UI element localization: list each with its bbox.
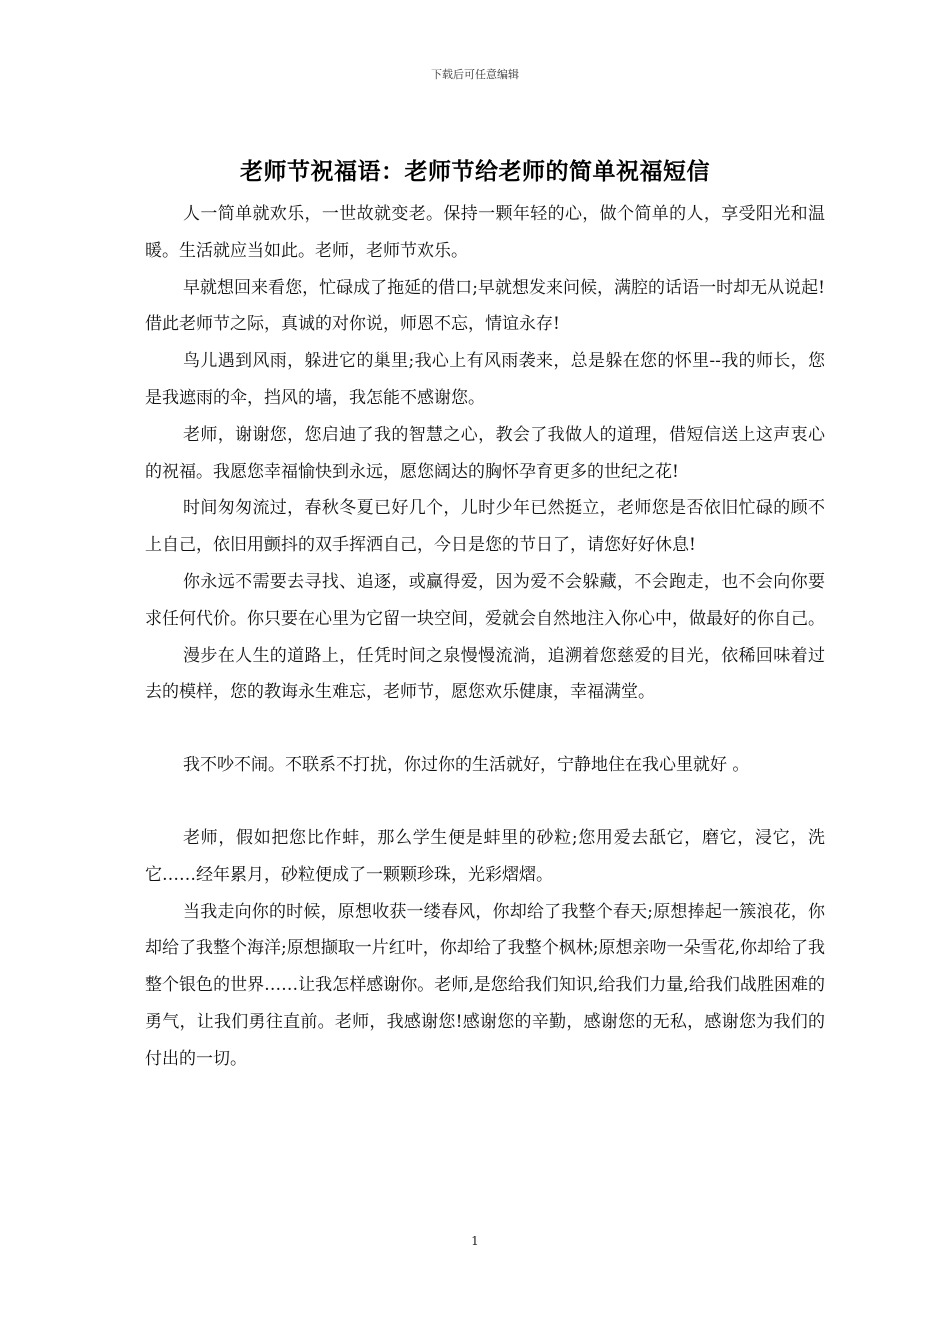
page-header: 下载后可任意编辑 — [431, 68, 519, 81]
paragraph: 老师，假如把您比作蚌，那么学生便是蚌里的砂粒;您用爱去舐它，磨它，浸它，洗它……经年累月，砂粒便成了一颗颗珍珠，光彩熠熠。 — [145, 827, 825, 885]
paragraph: 人一简单就欢乐，一世故就变老。保持一颗年轻的心，做个简单的人，享受阳光和温暖。生活就应当如此。老师，老师节欢乐。 — [145, 204, 825, 261]
paragraph: 漫步在人生的道路上，任凭时间之泉慢慢流淌，追溯着您慈爱的目光，依稀回味着过去的模样，您的教诲永生难忘，老师节，愿您欢乐健康，幸福满堂。 — [145, 645, 825, 703]
paragraph: 早就想回来看您，忙碌成了拖延的借口;早就想发来问候，满腔的话语一时却无从说起!借此老师节之际，真诚的对你说，师恩不忘，情谊永存! — [145, 277, 825, 335]
paragraph: 当我走向你的时候，原想收获一缕春风，你却给了我整个春天;原想捧起一簇浪花，你却给了我整个海洋;原想撷取一片红叶，你却给了我整个枫林;原想亲吻一朵雪花,你却给了我整个银色的世界……让我怎样感谢你。老师,是您给我们知识,给我们力量,给我们战胜困难的勇气，让我们勇往直前。老师，我感谢您!感谢您的辛勤，感谢您的无私，感谢您为我们的付出的一切。 — [145, 901, 825, 1069]
paragraph: 我不吵不闹。不联系不打扰，你过你的生活就好，宁静地住在我心里就好 。 — [183, 755, 750, 776]
page-number: 1 — [471, 1234, 479, 1248]
paragraph: 你永远不需要去寻找、追逐，或赢得爱，因为爱不会躲藏，不会跑走，也不会向你要求任何代价。你只要在心里为它留一块空间，爱就会自然地注入你心中，做最好的你自己。 — [145, 571, 825, 629]
document-body — [145, 196, 825, 1078]
paragraph: 老师，谢谢您，您启迪了我的智慧之心，教会了我做人的道理，借短信送上这声衷心的祝福。我愿您幸福愉快到永远，愿您阔达的胸怀孕育更多的世纪之花! — [145, 424, 825, 482]
paragraph: 鸟儿遇到风雨，躲进它的巢里;我心上有风雨袭来，总是躲在您的怀里--我的师长，您是我遮雨的伞，挡风的墙，我怎能不感谢您。 — [145, 351, 825, 408]
document-title: 老师节祝福语：老师节给老师的简单祝福短信 — [240, 158, 710, 185]
paragraph: 时间匆匆流过，春秋冬夏已好几个，儿时少年已然挺立，老师您是否依旧忙碌的顾不上自己，依旧用颤抖的双手挥洒自己，今日是您的节日了，请您好好休息! — [145, 498, 825, 556]
